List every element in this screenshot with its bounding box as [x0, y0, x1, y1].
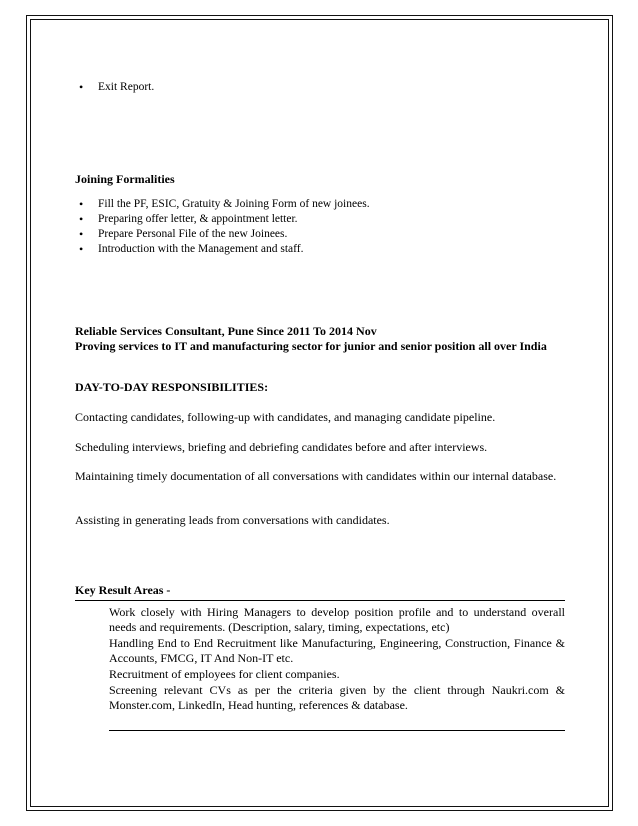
joining-heading: Joining Formalities: [75, 172, 175, 186]
list-item: • Prepare Personal File of the new Joinees.: [75, 227, 370, 242]
responsibility-paragraph: Assisting in generating leads from conversations with candidates.: [75, 513, 390, 527]
employer-line: Reliable Services Consultant, Pune Since 2011 To 2014 Nov: [75, 324, 377, 338]
kra-top-rule: [75, 600, 565, 601]
responsibility-paragraph: Scheduling interviews, briefing and debriefing candidates before and after interviews.: [75, 440, 488, 454]
employer-description: Proving services to IT and manufacturing sector for junior and senior position all over India: [75, 339, 547, 353]
kra-item: Work closely with Hiring Managers to develop position profile and to understand overall needs and requirements. (Description, salary, timing, expectations, etc): [109, 605, 565, 634]
kra-list: [109, 605, 565, 713]
kra-item: Handling End to End Recruitment like Manufacturing, Engineering, Construction, Finance & Accounts, FMCG, IT And Non-IT etc.: [109, 636, 565, 665]
list-item: • Introduction with the Management and staff.: [75, 242, 370, 257]
list-item: • Preparing offer letter, & appointment letter.: [75, 212, 370, 227]
list-item: • Exit Report.: [75, 80, 154, 95]
responsibilities-heading: DAY-TO-DAY RESPONSIBILITIES:: [75, 380, 269, 394]
joining-list: [75, 197, 370, 257]
kra-bottom-rule: [109, 730, 565, 731]
responsibility-paragraph: Contacting candidates, following-up with candidates, and managing candidate pipeline.: [75, 410, 496, 424]
kra-heading: Key Result Areas -: [75, 583, 171, 597]
top-bullet-list: [75, 80, 154, 95]
kra-item: Screening relevant CVs as per the criteria given by the client through Naukri.com & Monster.com, LinkedIn, Head hunting, references & database.: [109, 683, 565, 712]
responsibility-paragraph: Maintaining timely documentation of all conversations with candidates within our internal database.: [75, 469, 557, 483]
list-item: • Fill the PF, ESIC, Gratuity & Joining Form of new joinees.: [75, 197, 370, 212]
kra-item: Recruitment of employees for client companies.: [109, 667, 340, 681]
